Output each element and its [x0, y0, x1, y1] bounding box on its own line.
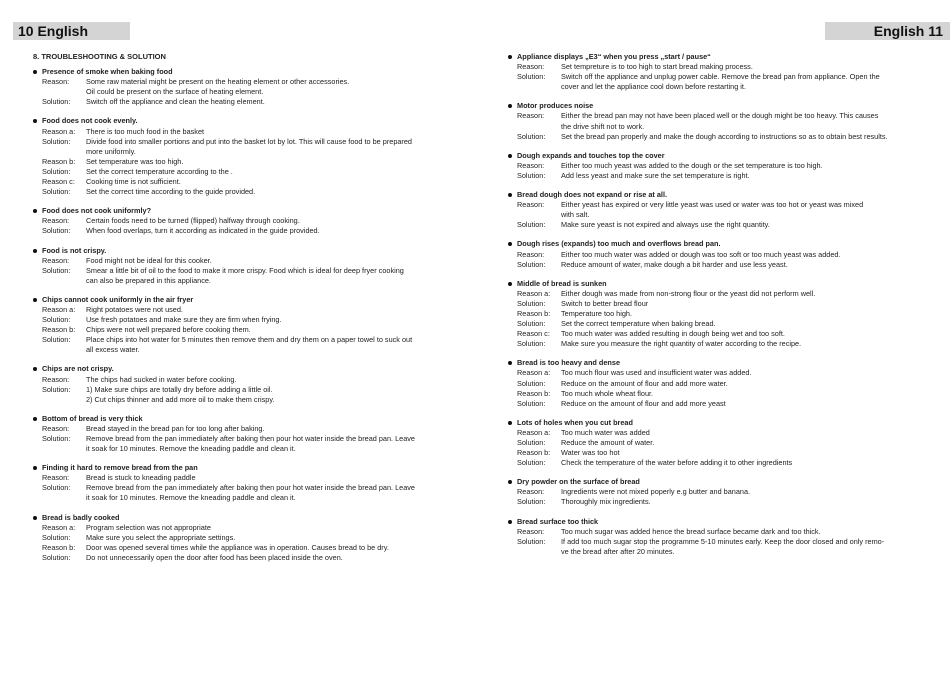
troubleshooting-item	[508, 190, 923, 230]
row-text: Set tempreture is to too high to start bread making process.	[561, 62, 753, 72]
row-text: Too much flour was used and insufficient water was added.	[561, 368, 752, 378]
item-row	[508, 329, 923, 339]
row-label: Reason:	[517, 526, 545, 536]
row-text: Place chips into hot water for 5 minutes then remove them and dry them on a paper towel to suck out all excess water.	[86, 335, 413, 355]
row-text: Bread stayed in the bread pan for too long after baking.	[86, 423, 265, 433]
item-row	[33, 325, 453, 335]
item-row	[508, 220, 923, 230]
row-text: Set the correct temperature according to the .	[86, 166, 233, 176]
item-title: Food does not cook evenly.	[33, 116, 453, 126]
row-text: Some raw material might be present on the heating element or other accessories. Oil could be present on the surface of heating element.	[86, 77, 350, 97]
troubleshooting-item	[33, 116, 453, 197]
row-label: Solution:	[517, 438, 546, 447]
item-row	[508, 438, 923, 448]
item-row	[33, 315, 453, 325]
item-row	[33, 543, 453, 553]
row-text: Either too much water was added or dough was too soft or too much yeast was added.	[561, 249, 841, 259]
troubleshooting-item	[508, 151, 923, 181]
row-text: Smear a little bit of oil to the food to make it more crispy. Food which is ideal for deep fryer cooking can also be prepared in this appliance.	[86, 265, 404, 285]
row-text: When food overlaps, turn it according as indicated in the guide provided.	[86, 226, 320, 236]
row-text: Reduce amount of water, make dough a bit harder and use less yeast.	[561, 259, 788, 269]
item-row	[33, 177, 453, 187]
row-text: Reduce on the amount of flour and add more yeast	[561, 398, 726, 408]
row-label: Reason c:	[42, 177, 75, 187]
row-text: Ingredients were not mixed poperly e.g butter and banana.	[561, 487, 751, 497]
row-label: Reason b:	[42, 542, 76, 552]
item-row	[33, 473, 453, 483]
troubleshooting-item	[33, 463, 453, 503]
item-title: Bread dough does not expand or rise at all.	[508, 190, 923, 200]
row-text: 1) Make sure chips are totally dry before adding a little oil. 2) Cut chips thinner and add more oil to make them crispy.	[86, 384, 275, 404]
row-text: Cooking time is not sufficient.	[86, 177, 181, 187]
item-title: Bread is too heavy and dense	[508, 358, 923, 368]
item-row	[508, 72, 923, 92]
troubleshooting-item	[33, 206, 453, 236]
row-text: Set the bread pan properly and make the dough according to instructions so as to obtain best results.	[561, 131, 888, 141]
row-text: Bread is stuck to kneading paddle	[86, 473, 196, 483]
row-label: Solution:	[517, 259, 546, 269]
item-title: Food is not crispy.	[33, 246, 453, 256]
row-label: Reason:	[42, 423, 70, 433]
row-text: Either the bread pan may not have been placed well or the dough might be too heavy. This causes the drive shift not to work.	[561, 111, 879, 131]
row-label: Reason:	[517, 249, 545, 259]
row-label: Reason:	[42, 216, 70, 226]
item-row	[508, 379, 923, 389]
row-text: Set the correct temperature when baking bread.	[561, 319, 716, 329]
row-label: Reason a:	[517, 427, 551, 437]
item-title: Appliance displays „E3“ when you press „start / pause“	[508, 52, 923, 62]
item-title: Middle of bread is sunken	[508, 279, 923, 289]
troubleshooting-item	[508, 477, 923, 507]
row-label: Solution:	[42, 483, 71, 493]
troubleshooting-item	[508, 101, 923, 141]
item-row	[508, 339, 923, 349]
row-label: Solution:	[42, 384, 71, 394]
row-text: Make sure you select the appropriate settings.	[86, 532, 236, 542]
item-title: Lots of holes when you cut bread	[508, 418, 923, 428]
row-label: Reason a:	[42, 304, 76, 314]
row-label: Reason b:	[517, 308, 551, 318]
row-label: Reason:	[517, 160, 545, 170]
item-row	[508, 537, 923, 557]
row-text: There is too much food in the basket	[86, 126, 205, 136]
item-row	[33, 385, 453, 405]
row-label: Solution:	[517, 536, 546, 546]
row-label: Solution:	[517, 319, 546, 329]
row-text: Use fresh potatoes and make sure they are firm when frying.	[86, 315, 282, 325]
row-label: Solution:	[517, 298, 546, 308]
row-label: Solution:	[517, 170, 546, 180]
row-label: Reason:	[517, 487, 545, 497]
row-text: Either yeast has expired or very little yeast was used or water was too hot or yeast was mixed with salt.	[561, 200, 864, 220]
left-column	[33, 52, 453, 572]
item-row	[33, 434, 453, 454]
row-text: Water was too hot	[561, 448, 620, 458]
troubleshooting-item	[508, 52, 923, 92]
troubleshooting-item	[33, 246, 453, 286]
row-label: Solution:	[42, 187, 71, 197]
row-text: Too much whole wheat flour.	[561, 388, 654, 398]
left-troubleshooting-list	[33, 67, 453, 563]
item-row	[33, 483, 453, 503]
item-row	[33, 97, 453, 107]
row-label: Reason a:	[517, 288, 551, 298]
item-row	[33, 216, 453, 226]
troubleshooting-item	[508, 418, 923, 468]
row-label: Solution:	[42, 136, 71, 146]
item-row	[33, 77, 453, 97]
item-row	[33, 533, 453, 543]
row-label: Solution:	[517, 339, 546, 349]
row-text: Certain foods need to be turned (flipped) halfway through cooking.	[86, 216, 300, 226]
right-troubleshooting-list	[508, 52, 923, 557]
row-label: Solution:	[517, 497, 546, 507]
row-label: Solution:	[517, 458, 546, 468]
item-row	[508, 368, 923, 378]
row-text: Thoroughly mix ingredients.	[561, 497, 651, 507]
item-row	[33, 266, 453, 286]
row-text: Make sure you measure the right quantity of water according to the recipe.	[561, 339, 802, 349]
item-title: Food does not cook uniformly?	[33, 206, 453, 216]
row-text: Either dough was made from non-strong flour or the yeast did not perform well.	[561, 288, 816, 298]
row-label: Solution:	[42, 532, 71, 542]
item-row	[33, 187, 453, 197]
item-title: Dough expands and touches top the cover	[508, 151, 923, 161]
item-title: Dough rises (expands) too much and overflows bread pan.	[508, 239, 923, 249]
row-text: Set the correct time according to the guide provided.	[86, 187, 256, 197]
row-label: Reason:	[42, 255, 70, 265]
item-row	[508, 62, 923, 72]
row-label: Reason c:	[517, 329, 550, 339]
item-title: Presence of smoke when baking food	[33, 67, 453, 77]
row-text: Reduce on the amount of flour and add more water.	[561, 378, 728, 388]
row-label: Reason:	[517, 200, 545, 210]
row-label: Solution:	[517, 378, 546, 388]
row-text: Door was opened several times while the appliance was in operation. Causes bread to be dry.	[86, 542, 389, 552]
troubleshooting-item	[33, 364, 453, 404]
item-row	[33, 157, 453, 167]
right-column	[508, 52, 923, 566]
row-text: Add less yeast and make sure the set temperature is right.	[561, 170, 750, 180]
row-label: Reason a:	[42, 522, 76, 532]
row-text: Chips were not well prepared before cooking them.	[86, 325, 251, 335]
item-title: Motor produces noise	[508, 101, 923, 111]
item-row	[508, 171, 923, 181]
row-text: Do not unnecessarily open the door after food has been placed inside the oven.	[86, 552, 343, 562]
row-label: Solution:	[42, 226, 71, 236]
row-text: If add too much sugar stop the programme 5-10 minutes early. Keep the door closed and only remo- ve the bread after after 20 minutes.	[561, 536, 885, 556]
row-text: Temperature too high.	[561, 308, 632, 318]
row-text: Either too much yeast was added to the dough or the set temperature is too high.	[561, 160, 823, 170]
row-text: Right potatoes were not used.	[86, 304, 183, 314]
item-row	[33, 127, 453, 137]
row-label: Reason:	[42, 374, 70, 384]
row-label: Solution:	[42, 315, 71, 325]
troubleshooting-item	[33, 67, 453, 107]
row-text: Switch to better bread flour	[561, 298, 649, 308]
row-label: Solution:	[42, 434, 71, 443]
item-row	[508, 527, 923, 537]
item-title: Bottom of bread is very thick	[33, 414, 453, 424]
item-row	[33, 335, 453, 355]
item-row	[508, 250, 923, 260]
row-text: Remove bread from the pan immediately after baking then pour hot water inside the bread pan. Leave it soak for 10 minutes. Remove the kneading paddle and clean it.	[86, 483, 415, 503]
item-row	[508, 299, 923, 309]
item-row	[33, 523, 453, 533]
row-text: Too much water was added	[561, 427, 650, 437]
row-label: Reason b:	[517, 388, 551, 398]
row-label: Reason:	[517, 111, 545, 121]
troubleshooting-item	[508, 239, 923, 269]
row-text: Too much water was added resulting in dough being wet and too soft.	[561, 329, 785, 339]
item-row	[508, 448, 923, 458]
troubleshooting-item	[33, 513, 453, 563]
item-row	[508, 497, 923, 507]
row-label: Solution:	[42, 97, 71, 107]
item-title: Chips cannot cook uniformly in the air fryer	[33, 295, 453, 305]
row-label: Solution:	[42, 265, 71, 275]
page-header-right: English 11	[825, 22, 950, 40]
troubleshooting-item	[508, 517, 923, 557]
troubleshooting-item	[508, 358, 923, 408]
item-row	[33, 167, 453, 177]
item-row	[508, 399, 923, 409]
troubleshooting-item	[33, 414, 453, 454]
row-text: Reduce the amount of water.	[561, 438, 655, 447]
item-title: Finding it hard to remove bread from the pan	[33, 463, 453, 473]
row-text: Program selection was not appropriate	[86, 522, 211, 532]
row-text: Switch off the appliance and unplug power cable. Remove the bread pan from appliance. Open the cover and let the appliance cool down before restarting it.	[561, 72, 880, 92]
section-title: 8. TROUBLESHOOTING & SOLUTION	[33, 52, 166, 61]
item-row	[508, 111, 923, 131]
row-text: Check the temperature of the water before adding it to other ingredients	[561, 458, 793, 468]
row-label: Solution:	[42, 552, 71, 562]
item-title: Bread surface too thick	[508, 517, 923, 527]
item-title: Chips are not crispy.	[33, 364, 453, 374]
item-row	[508, 161, 923, 171]
row-label: Solution:	[42, 166, 71, 176]
item-title: Bread is badly cooked	[33, 513, 453, 523]
row-text: Food might not be ideal for this cooker.	[86, 255, 212, 265]
row-label: Reason:	[517, 62, 545, 72]
item-row	[33, 424, 453, 434]
item-row	[508, 289, 923, 299]
item-row	[508, 260, 923, 270]
row-text: Make sure yeast is not expired and always use the right quantity.	[561, 220, 770, 230]
item-row	[508, 428, 923, 438]
row-label: Reason:	[42, 77, 70, 87]
row-label: Reason a:	[42, 126, 76, 136]
item-row	[508, 319, 923, 329]
row-label: Solution:	[42, 335, 71, 345]
page-header-left: 10 English	[13, 22, 130, 40]
troubleshooting-item	[508, 279, 923, 350]
row-label: Reason:	[42, 473, 70, 483]
row-label: Reason b:	[42, 156, 76, 166]
troubleshooting-item	[33, 295, 453, 356]
item-row	[508, 389, 923, 399]
item-row	[33, 137, 453, 157]
item-row	[508, 200, 923, 220]
item-row	[508, 458, 923, 468]
item-row	[33, 256, 453, 266]
row-label: Reason b:	[517, 448, 551, 458]
row-text: Set temperature was too high.	[86, 156, 184, 166]
row-text: The chips had sucked in water before cooking.	[86, 374, 237, 384]
item-row	[508, 132, 923, 142]
row-label: Reason a:	[517, 368, 551, 378]
row-text: Remove bread from the pan immediately after baking then pour hot water inside the bread pan. Leave it soak for 10 minutes. Remove the kneading paddle and clean it.	[86, 434, 415, 454]
item-row	[33, 553, 453, 563]
row-text: Switch off the appliance and clean the heating element.	[86, 97, 265, 107]
item-row	[33, 305, 453, 315]
item-row	[33, 375, 453, 385]
item-row	[33, 226, 453, 236]
item-row	[508, 309, 923, 319]
row-text: Divide food into smaller portions and put into the basket lot by lot. This will cause food to be prepared more uniformly.	[86, 136, 412, 156]
row-label: Reason b:	[42, 325, 76, 335]
row-text: Too much sugar was added hence the bread surface became dark and too thick.	[561, 526, 821, 536]
item-row	[508, 487, 923, 497]
row-label: Solution:	[517, 131, 546, 141]
row-label: Solution:	[517, 72, 546, 82]
row-label: Solution:	[517, 398, 546, 408]
row-label: Solution:	[517, 220, 546, 230]
item-title: Dry powder on the surface of bread	[508, 477, 923, 487]
